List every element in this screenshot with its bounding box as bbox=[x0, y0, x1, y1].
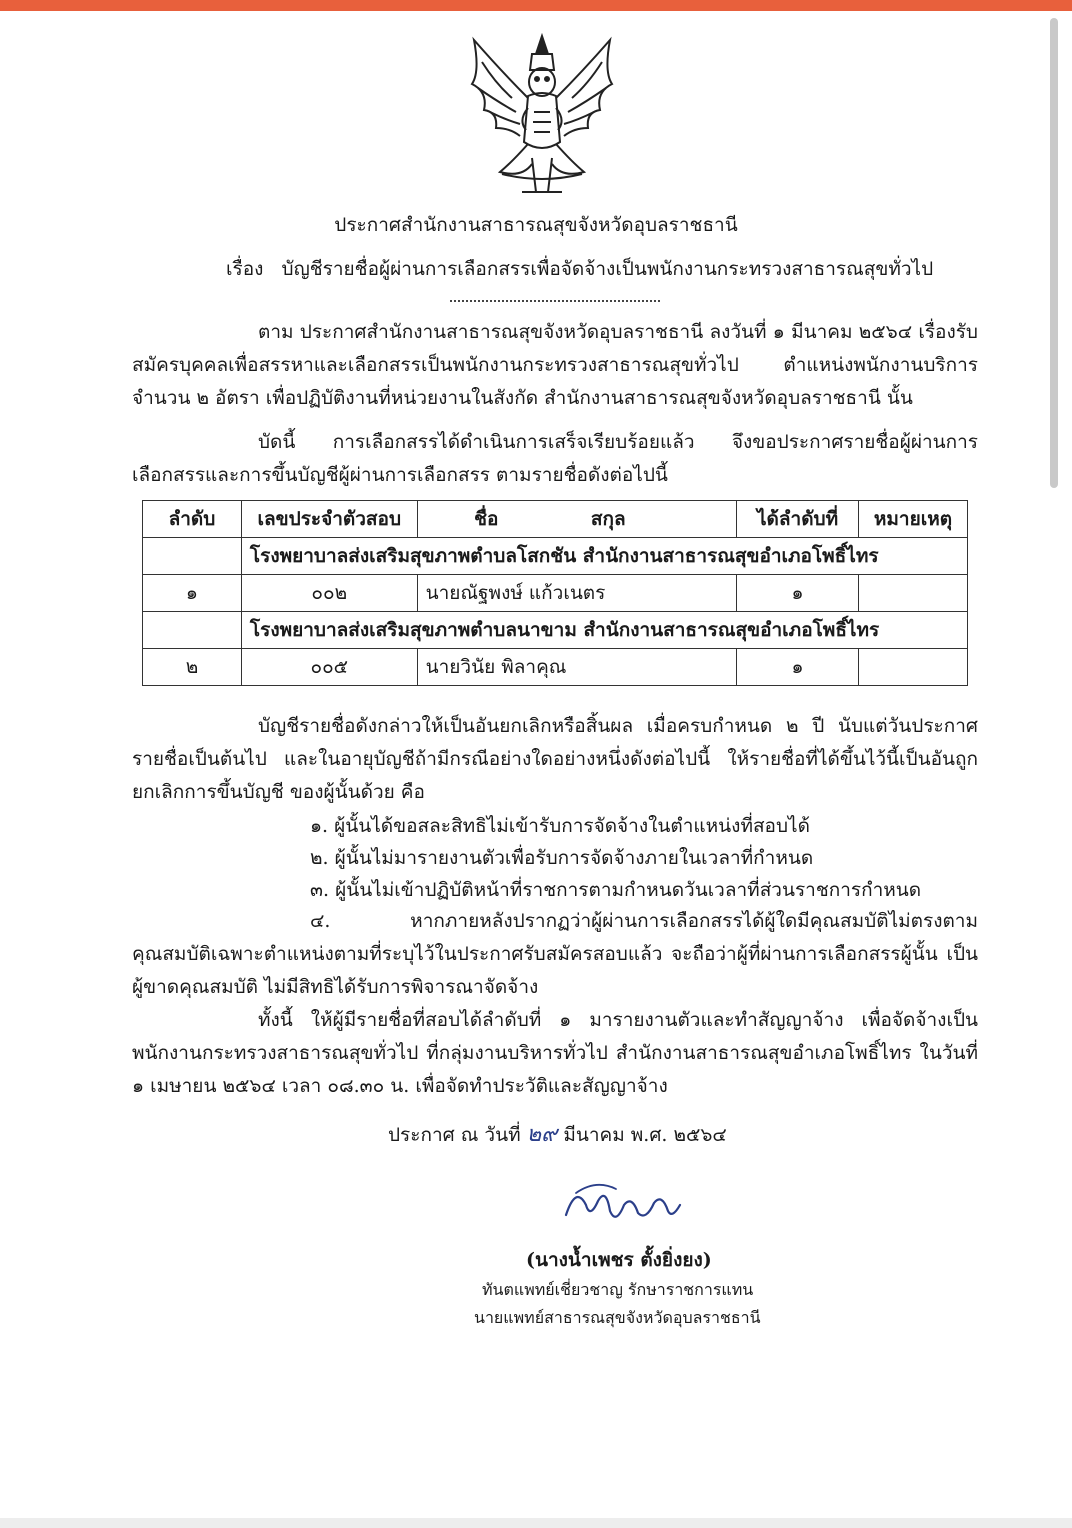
announce-date-suffix: มีนาคม พ.ศ. ๒๕๖๔ bbox=[563, 1124, 727, 1146]
announce-date-line bbox=[388, 1124, 727, 1146]
cell-rank: ๑ bbox=[737, 649, 859, 686]
header-last-name: สกุล bbox=[555, 501, 737, 538]
cell-remark bbox=[858, 649, 967, 686]
cell-name: นายณัฐพงษ์ แก้วเนตร bbox=[417, 575, 737, 612]
announce-date-prefix: ประกาศ ณ วันที่ bbox=[388, 1124, 521, 1146]
cell-exam-id: ๐๐๒ bbox=[241, 575, 417, 612]
handwritten-signature bbox=[556, 1175, 696, 1235]
paragraph-reporting: ทั้งนี้ ให้ผู้มีรายชื่อที่สอบได้ลำดับที่ ๑ มารายงานตัวและทำสัญญาจ้าง เพื่อจัดจ้างเป็นพนักงานกระทรวงสาธารณสุขทั่วไป ที่กลุ่มงานบริหารทั่วไป สำนักงานสาธารณสุขอำเภอโพธิ์ไทร ในวันที่ ๑ เมษายน ๒๕๖๔ เวลา ๐๘.๓๐ น. เพื่อจัดทำประวัติและสัญญาจ้าง bbox=[132, 1009, 978, 1097]
header-rank: ได้ลำดับที่ bbox=[737, 501, 859, 538]
subject-label: เรื่อง bbox=[226, 258, 264, 280]
signature-block bbox=[460, 1175, 780, 1335]
paragraph-announcement: บัดนี้ การเลือกสรรได้ดำเนินการเสร็จเรียบร้อยแล้ว จึงขอประกาศรายชื่อผู้ผ่านการเลือกสรรและการขึ้นบัญชีผู้ผ่านการเลือกสรร ตามรายชื่อดังต่อไปนี้ bbox=[132, 431, 978, 486]
table-group-row bbox=[143, 538, 968, 575]
condition-3: ๓. ผู้นั้นไม่เข้าปฏิบัติหน้าที่ราชการตามกำหนดวันเวลาที่ส่วนราชการกำหนด bbox=[310, 879, 922, 901]
header-exam-id: เลขประจำตัวสอบ bbox=[241, 501, 417, 538]
cell-name: นายวินัย พิลาคุณ bbox=[417, 649, 737, 686]
handwritten-day: ๒๙ bbox=[526, 1122, 558, 1147]
group-label-1: โรงพยาบาลส่งเสริมสุขภาพตำบลโสกชัน สำนักงานสาธารณสุขอำเภอโพธิ์ไทร bbox=[241, 538, 967, 575]
condition-4: ๔. หากภายหลังปรากฏว่าผู้ผ่านการเลือกสรรได้ผู้ใดมีคุณสมบัติไม่ตรงตามคุณสมบัติเฉพาะตำแหน่งตามที่ระบุไว้ในประกาศรับสมัครสอบแล้ว จะถือว่าผู้ที่ผ่านการเลือกสรรผู้นั้น เป็นผู้ขาดคุณสมบัติ ไม่มีสิทธิได้รับการพิจารณาจัดจ้าง bbox=[132, 910, 978, 998]
header-remark: หมายเหตุ bbox=[858, 501, 967, 538]
results-table bbox=[142, 500, 968, 686]
paragraph-intro: ตาม ประกาศสำนักงานสาธารณสุขจังหวัดอุบลราชธานี ลงวันที่ ๑ มีนาคม ๒๕๖๔ เรื่องรับสมัครบุคคลเพื่อสรรหาและเลือกสรรเป็นพนักงานกระทรวงสาธารณสุขทั่วไป ตำแหน่งพนักงานบริการ จำนวน ๒ อัตรา เพื่อปฏิบัติงานที่หน่วยงานในสังกัด สำนักงานสาธารณสุขจังหวัดอุบลราชธานี นั้น bbox=[132, 321, 978, 409]
cell-remark bbox=[858, 575, 967, 612]
cell-order: ๑ bbox=[143, 575, 242, 612]
condition-1: ๑. ผู้นั้นได้ขอสละสิทธิไม่เข้ารับการจัดจ้างในตำแหน่งที่สอบได้ bbox=[310, 815, 810, 837]
table-row bbox=[143, 649, 968, 686]
bottom-edge bbox=[0, 1518, 1072, 1528]
signer-position: ทันตแพทย์เชี่ยวชาญ รักษาราชการแทน bbox=[482, 1280, 754, 1299]
cell-order: ๒ bbox=[143, 649, 242, 686]
subject-line bbox=[226, 258, 933, 280]
table-group-row bbox=[143, 612, 968, 649]
signer-office: นายแพทย์สาธารณสุขจังหวัดอุบลราชธานี bbox=[474, 1308, 761, 1327]
cell-rank: ๑ bbox=[737, 575, 859, 612]
title-separator bbox=[450, 300, 660, 302]
cell-exam-id: ๐๐๕ bbox=[241, 649, 417, 686]
condition-2: ๒. ผู้นั้นไม่มารายงานตัวเพื่อรับการจัดจ้างภายในเวลาที่กำหนด bbox=[310, 847, 814, 869]
header-first-name: ชื่อ bbox=[417, 501, 555, 538]
announcement-title: ประกาศสำนักงานสาธารณสุขจังหวัดอุบลราชธานี bbox=[334, 214, 738, 236]
header-order: ลำดับ bbox=[143, 501, 242, 538]
table-row bbox=[143, 575, 968, 612]
subject-text: บัญชีรายชื่อผู้ผ่านการเลือกสรรเพื่อจัดจ้างเป็นพนักงานกระทรวงสาธารณสุขทั่วไป bbox=[281, 258, 934, 280]
garuda-emblem bbox=[462, 32, 622, 198]
group-label-2: โรงพยาบาลส่งเสริมสุขภาพตำบลนาขาม สำนักงานสาธารณสุขอำเภอโพธิ์ไทร bbox=[241, 612, 967, 649]
signer-name: (นางน้ำเพชร ตั้งยิ่งยง) bbox=[526, 1249, 712, 1271]
table-header-row bbox=[143, 501, 968, 538]
paragraph-validity: บัญชีรายชื่อดังกล่าวให้เป็นอันยกเลิกหรือสิ้นผล เมื่อครบกำหนด ๒ ปี นับแต่วันประกาศรายชื่อเป็นต้นไป และในอายุบัญชีถ้ามีกรณีอย่างใดอย่างหนึ่งดังต่อไปนี้ ให้รายชื่อที่ได้ขึ้นไว้นี้เป็นอันถูกยกเลิกการขึ้นบัญชี ของผู้นั้นด้วย คือ bbox=[132, 715, 978, 803]
